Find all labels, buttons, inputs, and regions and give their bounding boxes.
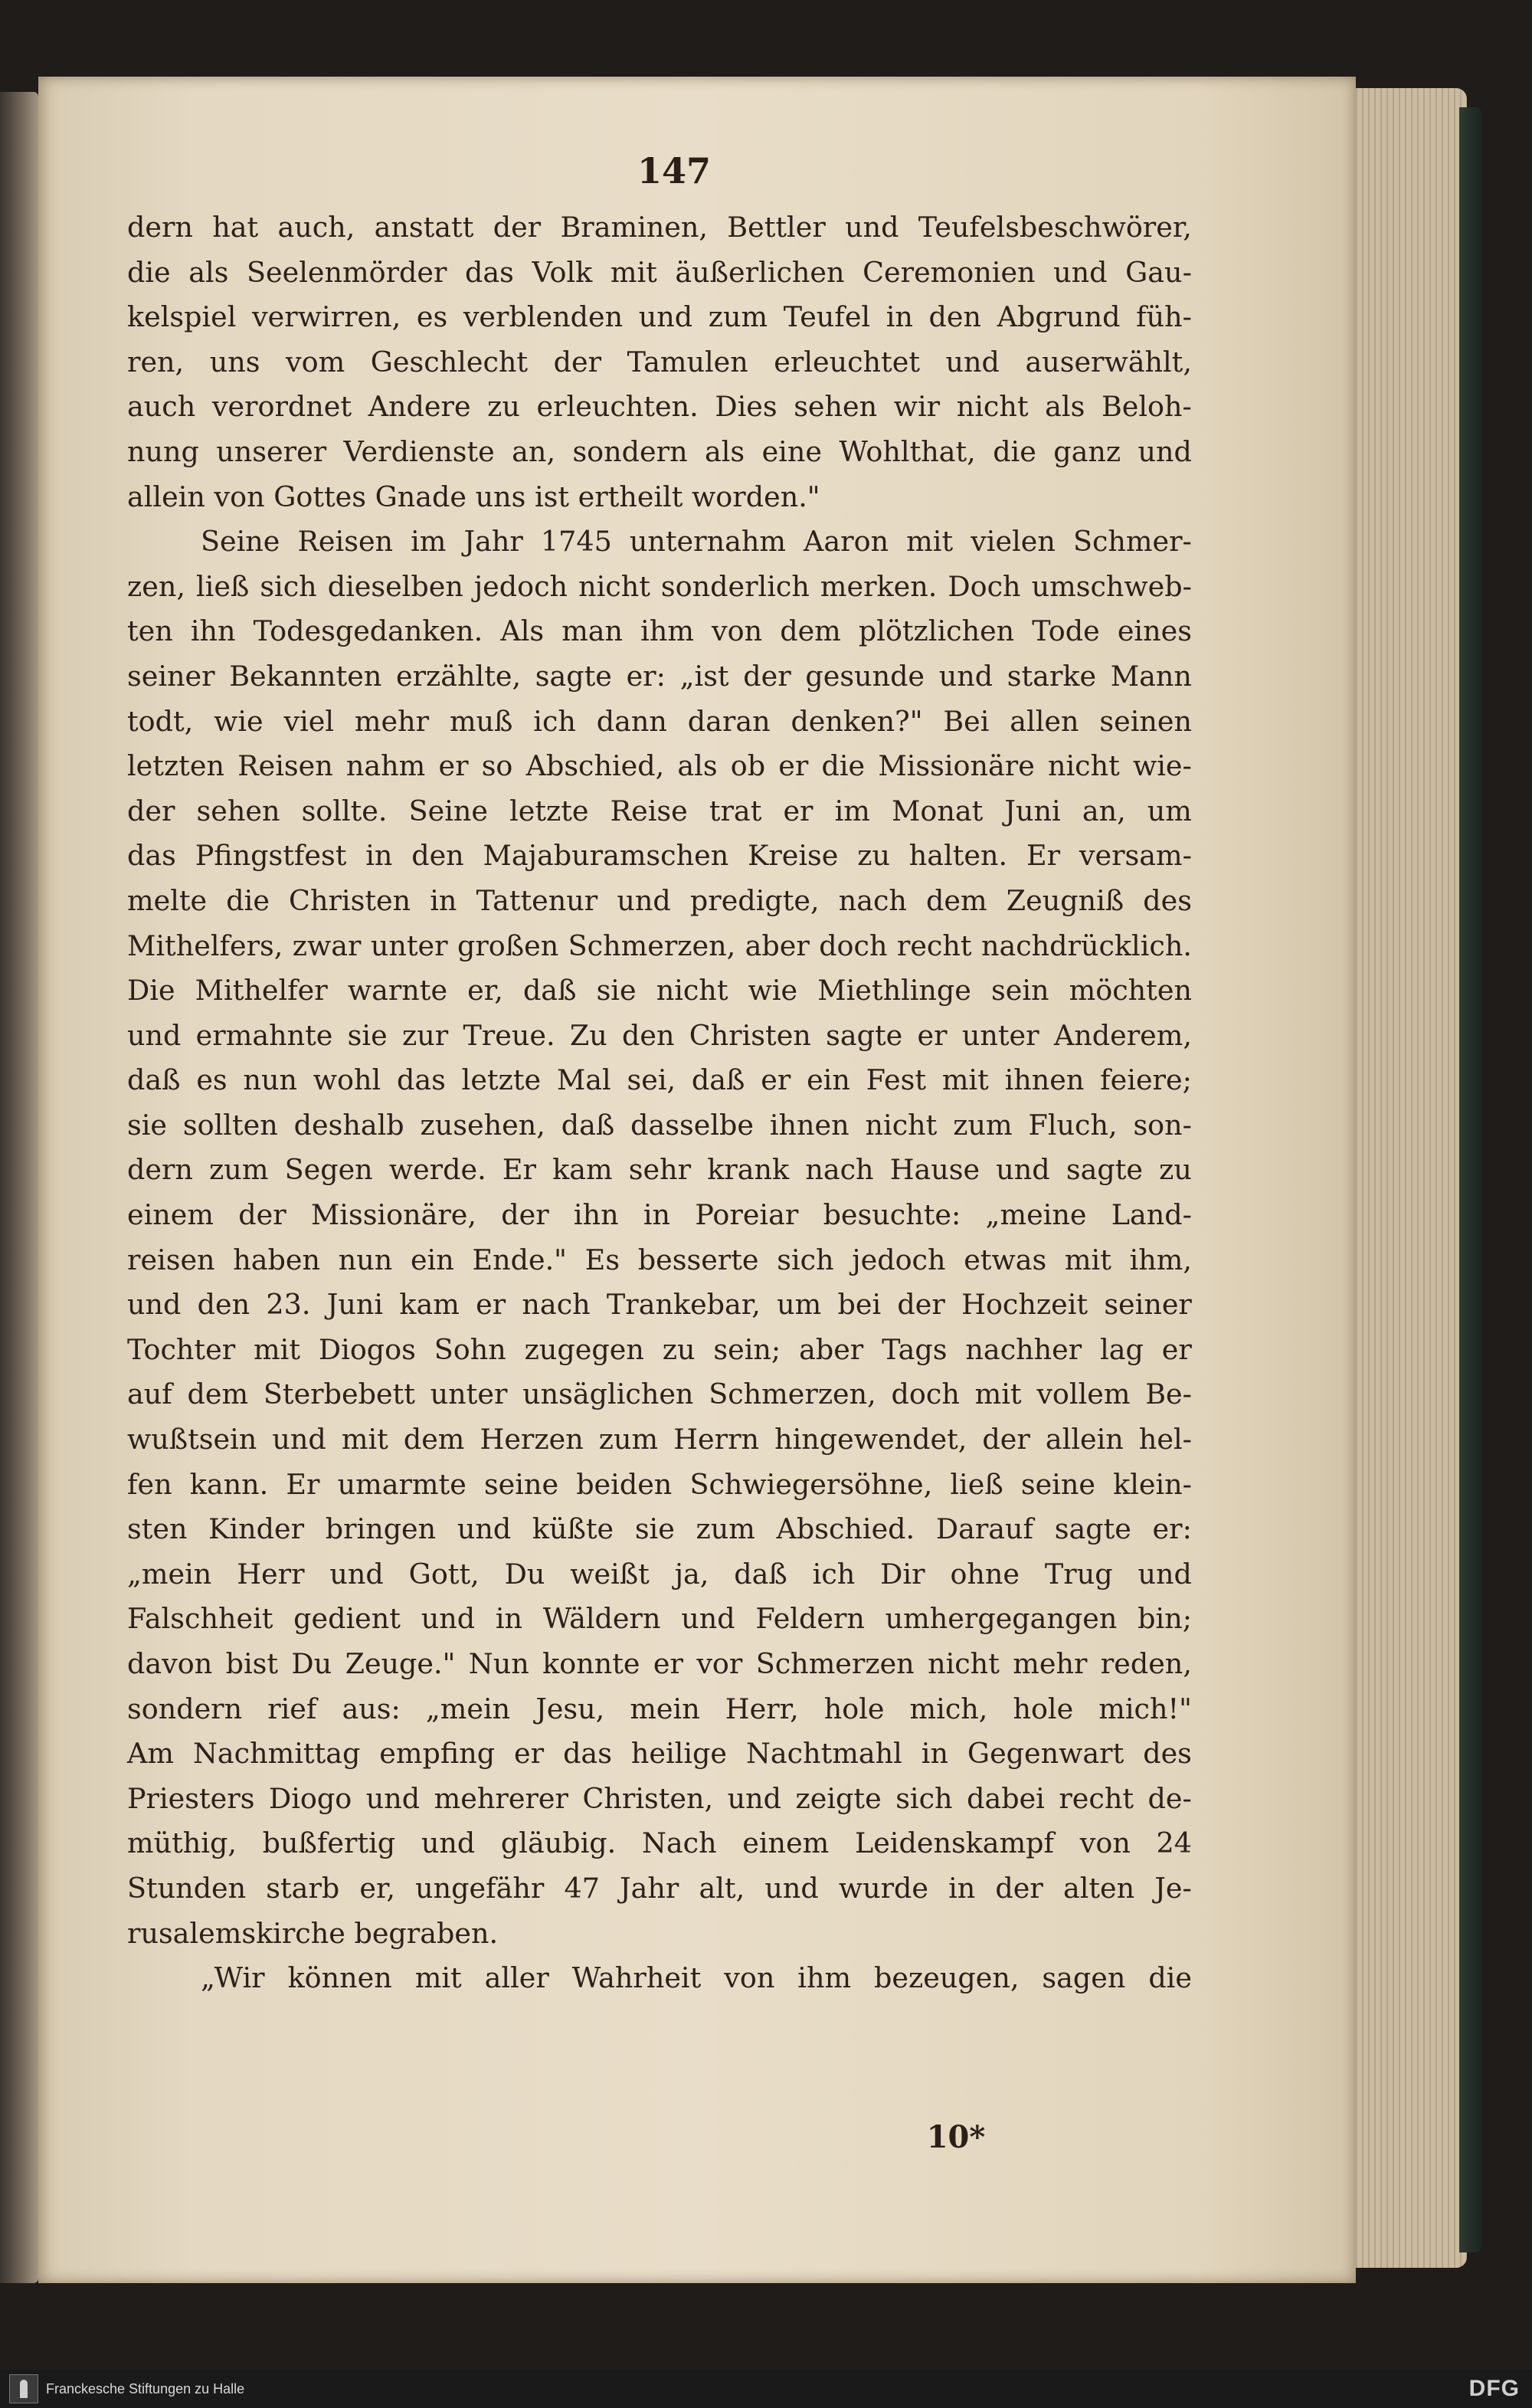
text-line: zen, ließ sich dieselben jedoch nicht sonderlich merken. Doch umschweb- — [127, 569, 1192, 603]
text-line: fen kann. Er umarmte seine beiden Schwiegersöhne, ließ seine klein- — [127, 1467, 1192, 1501]
institution-name: Franckesche Stiftungen zu Halle — [46, 2380, 245, 2397]
text-line: todt, wie viel mehr muß ich dann daran denken?" Bei allen seinen — [127, 704, 1192, 738]
text-line: wußtsein und mit dem Herzen zum Herrn hingewendet, der allein hel- — [127, 1423, 1192, 1456]
text-line: ren, uns vom Geschlecht der Tamulen erleuchtet und auserwählt, — [127, 345, 1192, 378]
left-page-edge — [0, 92, 38, 2283]
text-line: Seine Reisen im Jahr 1745 unternahm Aaron mit vielen Schmer- — [201, 525, 1192, 559]
text-line: seiner Bekannten erzählte, sagte er: „ist der gesunde und starke Mann — [127, 659, 1192, 693]
text-line: der sehen sollte. Seine letzte Reise trat er im Monat Juni an, um — [127, 794, 1192, 827]
text-line: dern zum Segen werde. Er kam sehr krank nach Hause und sagte zu — [127, 1153, 1192, 1187]
text-line: müthig, bußfertig und gläubig. Nach einem Leidenskampf von 24 — [127, 1826, 1192, 1860]
text-line: sten Kinder bringen und küßte sie zum Abschied. Darauf sagte er: — [127, 1512, 1192, 1546]
text-line: Falschheit gedient und in Wäldern und Feldern umhergegangen bin; — [127, 1602, 1192, 1636]
text-line: Die Mithelfer warnte er, daß sie nicht wie Miethlinge sein möchten — [127, 974, 1192, 1007]
signature-mark: 10* — [926, 2119, 986, 2155]
text-line: ten ihn Todesgedanken. Als man ihm von dem plötzlichen Tode eines — [127, 614, 1192, 648]
footer-institution — [0, 2374, 244, 2403]
footer-bar — [0, 2370, 1532, 2408]
text-line: sie sollten deshalb zusehen, daß dasselbe ihnen nicht zum Fluch, son- — [127, 1108, 1192, 1142]
text-line: und ermahnte sie zur Treue. Zu den Christen sagte er unter Anderem, — [127, 1018, 1192, 1052]
text-line: allein von Gottes Gnade uns ist ertheilt worden." — [127, 480, 820, 513]
text-line: davon bist Du Zeuge." Nun konnte er vor Schmerzen nicht mehr reden, — [127, 1647, 1192, 1680]
text-line: nung unserer Verdienste an, sondern als eine Wohlthat, die ganz und — [127, 434, 1192, 468]
text-line: rusalemskirche begraben. — [127, 1916, 499, 1950]
text-line: „mein Herr und Gott, Du weißt ja, daß ich Dir ohne Trug und — [127, 1557, 1192, 1591]
text-line: melte die Christen in Tattenur und predigte, nach dem Zeugniß des — [127, 883, 1192, 917]
institution-logo-icon — [9, 2374, 38, 2403]
text-line: die als Seelenmörder das Volk mit äußerlichen Ceremonien und Gau- — [127, 255, 1192, 289]
text-line: sondern rief aus: „mein Jesu, mein Herr, hole mich, hole mich!" — [127, 1692, 1192, 1725]
text-line: kelspiel verwirren, es verblenden und zum Teufel in den Abgrund füh- — [127, 300, 1192, 334]
page-number: 147 — [637, 150, 712, 192]
text-line: Am Nachmittag empfing er das heilige Nachtmahl in Gegenwart des — [127, 1737, 1192, 1771]
book-cover-edge — [1459, 107, 1482, 2252]
text-line: dern hat auch, anstatt der Braminen, Bettler und Teufelsbeschwörer, — [127, 211, 1192, 244]
text-line: Priesters Diogo und mehrerer Christen, und zeigte sich dabei recht de- — [127, 1781, 1192, 1815]
text-line: „Wir können mit aller Wahrheit von ihm bezeugen, sagen die — [201, 1961, 1192, 1995]
text-line: reisen haben nun ein Ende." Es besserte sich jedoch etwas mit ihm, — [127, 1243, 1192, 1276]
body-text — [127, 205, 1192, 2001]
text-line: das Pfingstfest in den Majaburamschen Kreise zu halten. Er versam- — [127, 839, 1192, 873]
text-line: Mithelfers, zwar unter großen Schmerzen, aber doch recht nachdrücklich. — [127, 929, 1192, 962]
dfg-mark: DFG — [1468, 2376, 1520, 2401]
text-line: auch verordnet Andere zu erleuchten. Dies sehen wir nicht als Beloh- — [127, 390, 1192, 424]
text-line: Tochter mit Diogos Sohn zugegen zu sein; aber Tags nachher lag er — [127, 1332, 1192, 1366]
text-line: und den 23. Juni kam er nach Trankebar, um bei der Hochzeit seiner — [127, 1288, 1192, 1322]
text-line: letzten Reisen nahm er so Abschied, als ob er die Missionäre nicht wie- — [127, 749, 1192, 783]
text-line: daß es nun wohl das letzte Mal sei, daß er ein Fest mit ihnen feiere; — [127, 1063, 1192, 1097]
text-line: Stunden starb er, ungefähr 47 Jahr alt, und wurde in der alten Je- — [127, 1871, 1192, 1905]
text-line: auf dem Sterbebett unter unsäglichen Schmerzen, doch mit vollem Be- — [127, 1378, 1192, 1411]
text-line: einem der Missionäre, der ihn in Poreiar besuchte: „meine Land- — [127, 1198, 1192, 1232]
